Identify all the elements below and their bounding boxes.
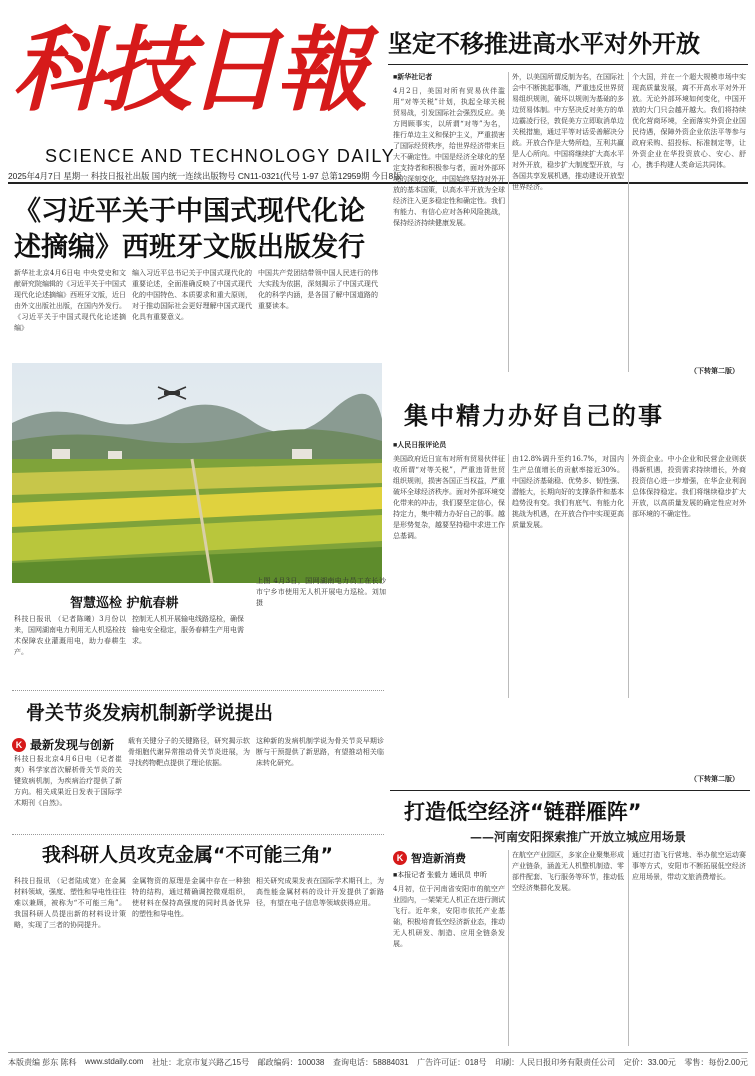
story7-subhead: ——河南安阳探索推广开放立城应用场景 bbox=[470, 830, 687, 844]
col-divider bbox=[508, 454, 509, 698]
story5-col1: 科技日报北京4月6日电（记者崔爽）科学家首次解析骨关节炎的关键致病机制，为疾病治疗提供了新方向。相关成果近日发表于国际学术期刊《自然》。 bbox=[14, 755, 122, 807]
footer-printer: 印刷：人民日报印务有限责任公司 bbox=[495, 1058, 616, 1067]
footer-phone: 查询电话：58884031 bbox=[332, 1058, 409, 1067]
story3-headline[interactable]: 集中精力办好自己的事 bbox=[404, 402, 664, 430]
footer-price: 定价：33.00元 bbox=[623, 1058, 676, 1067]
masthead-english: SCIENCE AND TECHNOLOGY DAILY bbox=[45, 146, 396, 166]
footer-retail-price: 零售：每份2.00元 bbox=[684, 1058, 748, 1067]
story2-col2: 编入习近平总书记关于中国式现代化的重要论述，全面准确反映了中国式现代化的中国特色、本质要求和重大原则，对于推动国际社会更好理解中国式现代化具有重要意义。 bbox=[132, 269, 252, 321]
story1-byline: ■新华社记者 bbox=[393, 74, 433, 81]
story6-col1: 科技日报讯 （记者陆成宽）在金属材料领域，强度、塑性和导电性往往难以兼顾，被称为“不可能三角”。我国科研人员提出新的材料设计策略，实现了三者的协同提升。 bbox=[14, 877, 126, 929]
story7-col2: 在航空产业园区，多家企业聚集形成产业链条，涵盖无人机整机制造、零部件配套、飞行服务等环节，推动低空经济集群化发展。 bbox=[512, 851, 624, 892]
photo-col2: 控制无人机开展输电线路巡检，确保输电安全稳定，服务春耕生产用电需求。 bbox=[132, 615, 244, 645]
story3-byline: ■人民日报评论员 bbox=[393, 442, 447, 449]
col-divider bbox=[628, 850, 629, 1046]
story6-col2: 金属物资的原理是金属中存在一种独特的结构，通过精确调控微观组织，使材料在保持高强度的同时具备优异的塑性和导电性。 bbox=[132, 877, 250, 918]
photo-caption: 智慧巡检 护航春耕 bbox=[70, 596, 179, 611]
col-divider bbox=[628, 72, 629, 372]
story6-col3: 相关研究成果发表在国际学术期刊上，为高性能金属材料的设计开发提供了新路径，有望在电子信息等领域获得应用。 bbox=[256, 877, 384, 907]
story2-headline[interactable]: 《习近平关于中国式现代化论述摘编》西班牙文版出版发行 bbox=[14, 196, 365, 263]
photo-col1: 科技日报讯 （记者陈曦）3月份以来，国网湖南电力利用无人机巡检技术保障农业灌溉用电，助力春耕生产。 bbox=[14, 615, 126, 656]
footer-postcode: 邮政编码：100038 bbox=[257, 1058, 325, 1067]
story3-col3: 外资企业。中小企业和民营企业则获得新机遇，投资需求持续增长，外商投资信心进一步增强，在华企业利润总体保持稳定。我们将继续稳步扩大开放，以高质量发展的确定性应对外部环境的不确定性。 bbox=[632, 455, 746, 518]
story5-col2: 载有关键分子的关键路径，研究揭示软骨细胞代谢异常推动骨关节炎进展，为寻找药物靶点提供了理论依据。 bbox=[128, 737, 250, 767]
story1-col3: 个大国，并在一个超大规模市场中实现高质量发展，离不开高水平对外开放。无论外部环境如何变化，中国开放的大门只会越开越大。我们将持续优化营商环境，全面落实外资企业国民待遇，保障外资企业依法平等参与政府采购、招投标、标准制定等，让外资企业在华投资放心、安心、舒心，携手构建人类命运共同体。 bbox=[632, 73, 746, 169]
footer-editors: 本版责编 彭东 陈科 bbox=[8, 1058, 77, 1067]
story3-more[interactable]: （下转第二版） bbox=[690, 776, 739, 783]
story3-col1: 美国政府近日宣布对所有贸易伙伴征收所谓“对等关税”，严重违背世贸组织规则，损害各国正当权益，严重破坏全球经济秩序。面对外部环境变化带来的冲击，我们要坚定信心，保持定力，集中精力办好自己的事。越是形势复杂，越要坚持稳中求进工作总基调。 bbox=[393, 455, 505, 540]
page-footer bbox=[8, 1052, 748, 1068]
divider bbox=[12, 690, 384, 691]
story1-col2: 外，以美国所谓反制为名，在国际社会中不断挑起事端，严重违反世界贸易组织规则，破坏以规则为基础的多边贸易体制。中方坚决反对美方的单边霸凌行径，敦促美方立即取消单边关税措施，通过平等对话妥善解决分歧。开放合作是大势所趋，互利共赢是人心所向。中国将继续扩大高水平对外开放，稳步扩大制度型开放，与各国共享发展机遇，推动建设开放型世界经济。 bbox=[512, 73, 624, 191]
story7-col1: 4月初，位于河南省安阳市的航空产业园内，一架架无人机正在进行测试飞行。近年来，安阳市依托产业基础，积极培育低空经济新业态，推动无人机研发、制造、应用全链条发展。 bbox=[393, 885, 505, 948]
story2-col3: 中国共产党团结带领中国人民进行的伟大实践为依据，深刻揭示了中国式现代化的科学内涵，是各国了解中国道路的重要读本。 bbox=[258, 269, 378, 310]
footer-ad-license: 广告许可证：018号 bbox=[417, 1058, 487, 1067]
farmland-photo bbox=[12, 363, 382, 583]
story6-headline[interactable]: 我科研人员攻克金属“不可能三角” bbox=[42, 844, 333, 866]
issue-line: 2025年4月7日 星期一 科技日报社出版 国内统一连续出版物号 CN11-0321(代号 1-97 总第12959期 今日8版 bbox=[8, 171, 402, 181]
col-divider bbox=[508, 72, 509, 372]
footer-address: 社址：北京市复兴路乙15号 bbox=[152, 1058, 250, 1067]
story7-rule bbox=[390, 790, 750, 791]
k-logo-icon: K bbox=[393, 851, 407, 865]
story5-col3: 这种新的发病机制学说为骨关节炎早期诊断与干预提供了新思路，有望推动相关临床转化研究。 bbox=[256, 737, 384, 767]
farmland-drone-image bbox=[12, 363, 382, 583]
story5-headline[interactable]: 骨关节炎发病机制新学说提出 bbox=[26, 702, 274, 724]
masthead-logo: 科技日報 bbox=[12, 16, 365, 124]
footer-website[interactable]: www.stdaily.com bbox=[85, 1057, 144, 1066]
section-label: 智造新消费 bbox=[411, 852, 466, 865]
story7-byline: ■本报记者 张毅力 通讯员 申昕 bbox=[393, 872, 488, 879]
photo-col3: 上图 4月3日，国网湖南电力员工在长沙市宁乡市使用无人机开展电力巡检。刘加 摄 bbox=[256, 577, 386, 607]
section-label: 最新发现与创新 bbox=[30, 738, 115, 752]
story1-more[interactable]: （下转第二版） bbox=[690, 368, 739, 375]
story1-headline[interactable]: 坚定不移推进高水平对外开放 bbox=[388, 30, 700, 58]
story7-col3: 通过打造飞行营地、举办航空运动赛事等方式，安阳市不断拓展低空经济应用场景，带动文旅消费增长。 bbox=[632, 851, 746, 881]
story7-headline[interactable]: 打造低空经济“链群雁阵” bbox=[404, 800, 642, 824]
k-logo-icon: K bbox=[12, 738, 26, 752]
col-divider bbox=[628, 454, 629, 698]
story1-col1: 4月2日，美国对所有贸易伙伴滥用“对等关税”计划，执起全球关税贸易战，引发国际社会强烈反应。美方罔顾事实，以所谓“对等”为名，推行单边主义和保护主义，严重损害了国际经贸秩序，给世界经济带来巨大不确定性。中国是经济全球化的坚定支持者和积极参与者，面对外部环境的深刻变化，中国始终坚持对外开放的基本国策，以高水平开放为全球经济注入更多稳定性和确定性。我们有能力、有信心应对各种风险挑战，保持经济持续健康发展。 bbox=[393, 87, 505, 227]
story1-rule bbox=[388, 64, 748, 65]
divider bbox=[12, 834, 384, 835]
section-latest bbox=[12, 736, 114, 753]
section-consumption bbox=[393, 850, 466, 866]
col-divider bbox=[508, 850, 509, 1046]
story3-col2: 由12.8%调升至约16.7%，对国内生产总值增长的贡献率接近30%。中国经济基础稳、优势多、韧性强、潜能大，长期向好的支撑条件和基本趋势没有变。我们有底气、有能力化挑战为机遇，在开放合作中实现更高质量发展。 bbox=[512, 455, 624, 529]
story2-col1: 新华社北京4月6日电 中央党史和文献研究院编辑的《习近平关于中国式现代化论述摘编》西班牙文版，近日由外文出版社出版，在国内外发行。《习近平关于中国式现代化论述摘编》 bbox=[14, 269, 126, 332]
